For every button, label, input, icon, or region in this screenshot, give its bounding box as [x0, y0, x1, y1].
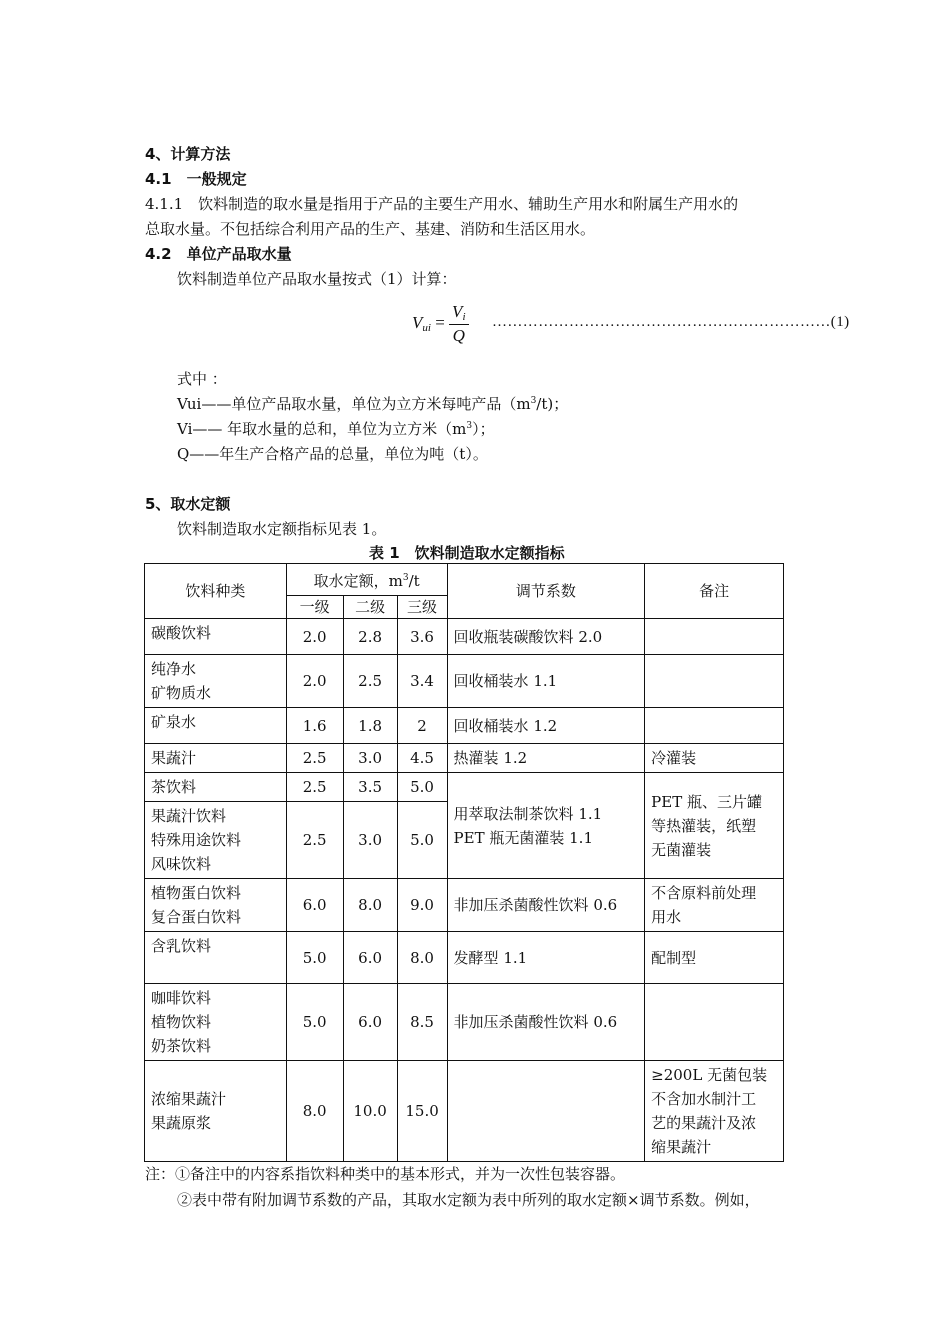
table-note-1: 注：①备注中的内容系指饮料种类中的基本形式，并为一次性包装容器。: [145, 1165, 626, 1183]
cell-note: 冷灌装: [645, 744, 784, 773]
cell-level-1: 2.0: [286, 655, 343, 708]
formula-equals: =: [435, 312, 445, 332]
cell-coef: 发酵型 1.1: [447, 932, 645, 984]
table-row: [145, 1061, 784, 1162]
cell-type: 碳酸饮料: [145, 619, 287, 655]
cell-level-1: 5.0: [286, 984, 343, 1061]
formula-leader-dots: …………………………………………………………(1): [492, 314, 850, 330]
cell-level-1: 2.5: [286, 802, 343, 879]
table-caption: 表 1 饮料制造取水定额指标: [369, 544, 565, 562]
header-quota: 取水定额，$m^3/t$: [286, 564, 447, 596]
cell-level-1: 2.0: [286, 619, 343, 655]
cell-note: [645, 655, 784, 708]
quota-table: [144, 563, 784, 1162]
cell-level-3: 9.0: [397, 879, 447, 932]
cell-note: PET 瓶、三片罐 等热灌装，纸塑 无菌灌装: [645, 773, 784, 879]
cell-type: 咖啡饮料 植物饮料 奶茶饮料: [145, 984, 287, 1061]
section-4-1-heading: 4.1 一般规定: [145, 170, 247, 188]
cell-level-2: 3.0: [343, 744, 397, 773]
section-4-heading: 4、计算方法: [145, 145, 231, 163]
cell-coef: 回收桶装水 1.2: [447, 708, 645, 744]
cell-level-1: 2.5: [286, 773, 343, 802]
table-header-row: [145, 564, 784, 596]
table-row: [145, 708, 784, 744]
where-label: 式中 ：: [177, 370, 227, 388]
header-type: 饮料种类: [145, 564, 287, 619]
cell-note: [645, 619, 784, 655]
definition-vi: Vi—— 年取水量的总和，单位为立方米$(m^3)$；: [177, 420, 495, 438]
cell-level-3: 8.0: [397, 932, 447, 984]
header-level-3: 三级: [397, 596, 447, 619]
cell-note: ≥200L 无菌包装 不含加水制汁工 艺的果蔬汁及浓 缩果蔬汁: [645, 1061, 784, 1162]
cell-level-2: 6.0: [343, 984, 397, 1061]
cell-coef: 热灌装 1.2: [447, 744, 645, 773]
cell-type: 植物蛋白饮料 复合蛋白饮料: [145, 879, 287, 932]
cell-level-2: 1.8: [343, 708, 397, 744]
paragraph-4-1-1-line-2: 总取水量。不包括综合利用产品的生产、基建、消防和生活区用水。: [145, 220, 596, 238]
cell-note: 配制型: [645, 932, 784, 984]
cell-coef: 回收桶装水 1.1: [447, 655, 645, 708]
section-5-heading: 5、取水定额: [145, 495, 231, 513]
cell-level-2: 2.8: [343, 619, 397, 655]
cell-coef: [447, 1061, 645, 1162]
cell-level-1: 5.0: [286, 932, 343, 984]
definition-q: Q——年生产合格产品的总量，单位为吨（t）。: [177, 445, 488, 463]
cell-note: 不含原料前处理 用水: [645, 879, 784, 932]
cell-level-3: 3.4: [397, 655, 447, 708]
cell-coef: 非加压杀菌酸性饮料 0.6: [447, 984, 645, 1061]
cell-coef: 用萃取法制茶饮料 1.1 PET 瓶无菌灌装 1.1: [447, 773, 645, 879]
cell-level-3: 5.0: [397, 802, 447, 879]
header-coef: 调节系数: [447, 564, 645, 619]
cell-level-2: 2.5: [343, 655, 397, 708]
table-row: [145, 984, 784, 1061]
section-4-2-heading: 4.2 单位产品取水量: [145, 245, 292, 263]
cell-level-3: 5.0: [397, 773, 447, 802]
table-row: [145, 744, 784, 773]
cell-type: 含乳饮料: [145, 932, 287, 984]
definition-vui: Vui——单位产品取水量，单位为立方米每吨产品$(m^3/t)$；: [177, 395, 569, 413]
formula-1: [412, 302, 469, 346]
table-row: [145, 655, 784, 708]
cell-level-2: 6.0: [343, 932, 397, 984]
cell-level-3: 3.6: [397, 619, 447, 655]
cell-level-3: 15.0: [397, 1061, 447, 1162]
header-note: 备注: [645, 564, 784, 619]
table-note-2: ②表中带有附加调节系数的产品，其取水定额为表中所列的取水定额×调节系数。例如，: [177, 1191, 760, 1209]
section-5-intro: 饮料制造取水定额指标见表 1。: [177, 520, 387, 538]
section-4-2-intro: 饮料制造单位产品取水量按式（1）计算：: [177, 270, 457, 288]
cell-level-1: 8.0: [286, 1061, 343, 1162]
cell-level-1: 2.5: [286, 744, 343, 773]
cell-coef: 回收瓶装碳酸饮料 2.0: [447, 619, 645, 655]
cell-level-3: 8.5: [397, 984, 447, 1061]
cell-note: [645, 984, 784, 1061]
cell-coef: 非加压杀菌酸性饮料 0.6: [447, 879, 645, 932]
table-row: [145, 619, 784, 655]
paragraph-4-1-1-line-1: 4.1.1 饮料制造的取水量是指用于产品的主要生产用水、辅助生产用水和附属生产用水的: [145, 195, 739, 213]
header-level-2: 二级: [343, 596, 397, 619]
table-row: [145, 773, 784, 802]
cell-type: 茶饮料: [145, 773, 287, 802]
cell-type: 浓缩果蔬汁 果蔬原浆: [145, 1061, 287, 1162]
cell-level-2: 3.5: [343, 773, 397, 802]
table-row: [145, 879, 784, 932]
cell-level-2: 10.0: [343, 1061, 397, 1162]
cell-level-3: 2: [397, 708, 447, 744]
cell-level-1: 1.6: [286, 708, 343, 744]
cell-level-2: 8.0: [343, 879, 397, 932]
table-row: [145, 932, 784, 984]
cell-level-1: 6.0: [286, 879, 343, 932]
formula-fraction: $\frac{V_i}{Q}$: [449, 302, 468, 346]
cell-type: 果蔬汁饮料 特殊用途饮料 风味饮料: [145, 802, 287, 879]
cell-note: [645, 708, 784, 744]
cell-type: 矿泉水: [145, 708, 287, 744]
cell-type: 纯净水 矿物质水: [145, 655, 287, 708]
header-level-1: 一级: [286, 596, 343, 619]
cell-level-3: 4.5: [397, 744, 447, 773]
cell-type: 果蔬汁: [145, 744, 287, 773]
cell-level-2: 3.0: [343, 802, 397, 879]
formula-lhs: $V_{ui}$: [412, 312, 431, 334]
